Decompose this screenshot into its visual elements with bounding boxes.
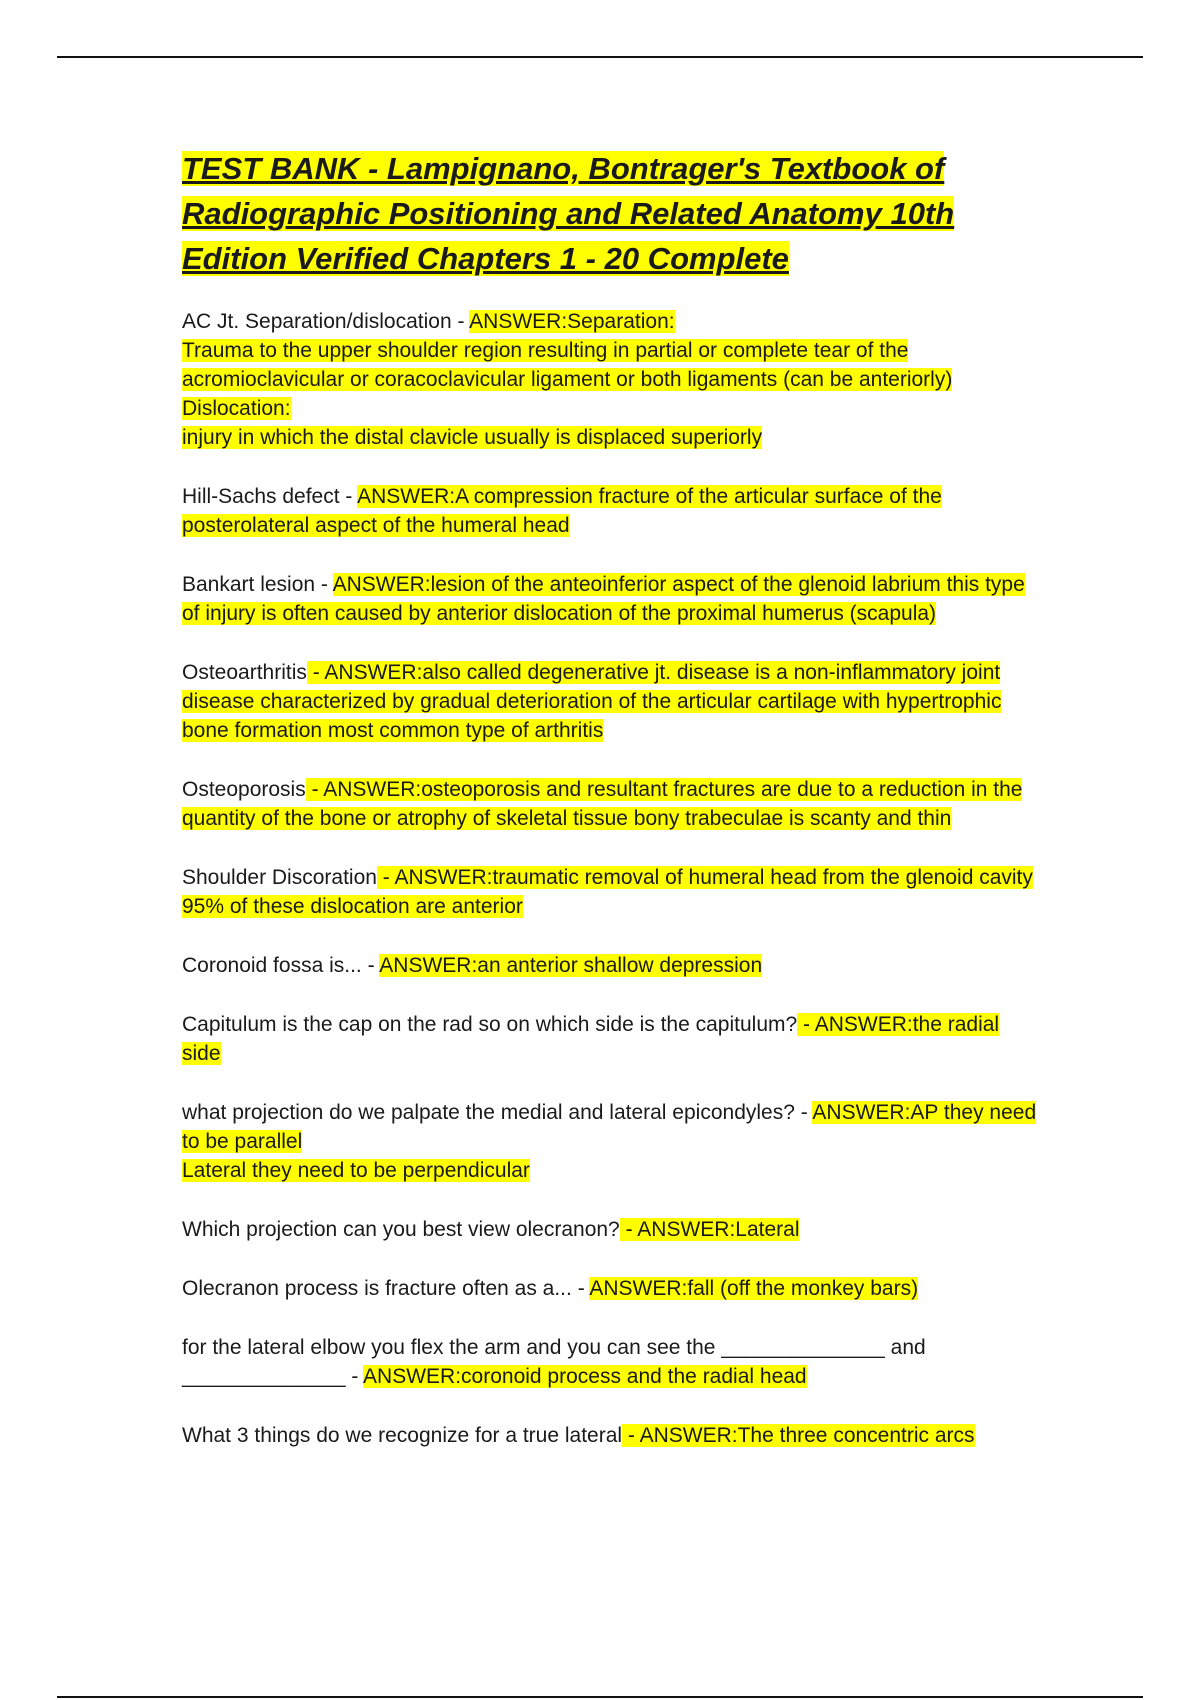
answer-text: ANSWER:also called degenerative jt. disease is a non-inflammatory joint disease characterized by gradual deterioration of the articular cartilage with hypertrophic bone formation most common type of arthritis	[182, 661, 1002, 742]
separator: -	[345, 1365, 364, 1388]
separator: -	[451, 310, 470, 333]
qa-item	[182, 1333, 1042, 1391]
separator: -	[622, 1424, 640, 1447]
answer-text: ANSWER:The three concentric arcs	[639, 1424, 975, 1447]
separator: -	[306, 661, 325, 684]
qa-item	[182, 863, 1042, 921]
answer-text: ANSWER:osteoporosis and resultant fractures are due to a reduction in the quantity of the bone or atrophy of skeletal tissue bony trabeculae is scanty and thin	[182, 778, 1023, 830]
question-text: Osteoporosis	[182, 778, 306, 801]
answer-text: ANSWER:Lateral	[637, 1218, 800, 1241]
separator: -	[619, 1218, 638, 1241]
qa-item	[182, 658, 1042, 745]
separator: -	[571, 1277, 590, 1300]
separator: -	[376, 866, 395, 889]
question-text: what projection do we palpate the medial and lateral epicondyles?	[182, 1101, 795, 1124]
question-text: for the lateral elbow you flex the arm and you can see the ______________ and ______________	[182, 1336, 926, 1388]
question-text: Which projection can you best view olecranon?	[182, 1218, 620, 1241]
answer-text: ANSWER:lesion of the anteoinferior aspect of the glenoid labrium this type of injury is often caused by anterior dislocation of the proximal humerus (scapula)	[182, 573, 1025, 625]
separator: -	[339, 485, 358, 508]
bottom-rule	[57, 1696, 1143, 1698]
separator: -	[305, 778, 324, 801]
qa-item	[182, 307, 1042, 452]
document-body	[182, 146, 1042, 1480]
qa-item	[182, 1274, 1042, 1303]
separator: -	[794, 1101, 813, 1124]
question-text: Osteoarthritis	[182, 661, 307, 684]
question-text: What 3 things do we recognize for a true lateral	[182, 1424, 623, 1447]
qa-item	[182, 1421, 1042, 1450]
document-title	[182, 146, 1042, 281]
answer-text: ANSWER:traumatic removal of humeral head from the glenoid cavity 95% of these dislocation are anterior	[182, 866, 1033, 918]
separator: -	[797, 1013, 815, 1036]
separator: -	[315, 573, 333, 596]
answer-text: ANSWER:A compression fracture of the articular surface of the posterolateral aspect of the humeral head	[182, 485, 942, 537]
qa-item	[182, 951, 1042, 980]
question-text: Olecranon process is fracture often as a...	[182, 1277, 572, 1300]
answer-text: ANSWER:fall (off the monkey bars)	[589, 1277, 919, 1300]
qa-list	[182, 307, 1042, 1450]
qa-item	[182, 570, 1042, 628]
answer-text: ANSWER:an anterior shallow depression	[379, 954, 763, 977]
qa-item	[182, 1098, 1042, 1185]
qa-item	[182, 482, 1042, 540]
question-text: AC Jt. Separation/dislocation	[182, 310, 452, 333]
question-text: Hill-Sachs defect	[182, 485, 340, 508]
question-text: Coronoid fossa is...	[182, 954, 362, 977]
answer-text: ANSWER:coronoid process and the radial head	[363, 1365, 807, 1388]
answer-text: ANSWER:AP they need to be parallel Lateral they need to be perpendicular	[182, 1101, 1037, 1182]
separator: -	[361, 954, 380, 977]
qa-item	[182, 1010, 1042, 1068]
title-text: TEST BANK - Lampignano, Bontrager's Textbook of Radiographic Positioning and Related Anatomy 10th Edition Verified Chapters 1 - 20 Complete	[182, 151, 955, 276]
question-text: Bankart lesion	[182, 573, 316, 596]
answer-text: ANSWER:the radial side	[182, 1013, 1000, 1065]
question-text: Capitulum is the cap on the rad so on which side is the capitulum?	[182, 1013, 798, 1036]
qa-item	[182, 1215, 1042, 1244]
answer-text: ANSWER:Separation: Trauma to the upper shoulder region resulting in partial or complete tear of the acromioclavicular or coracoclavicular ligament or both ligaments (can be anteriorly) Dislocation: injury in which the distal clavicle usually is displaced superiorly	[182, 310, 953, 449]
top-rule	[57, 56, 1143, 58]
qa-item	[182, 775, 1042, 833]
question-text: Shoulder Discoration	[182, 866, 377, 889]
